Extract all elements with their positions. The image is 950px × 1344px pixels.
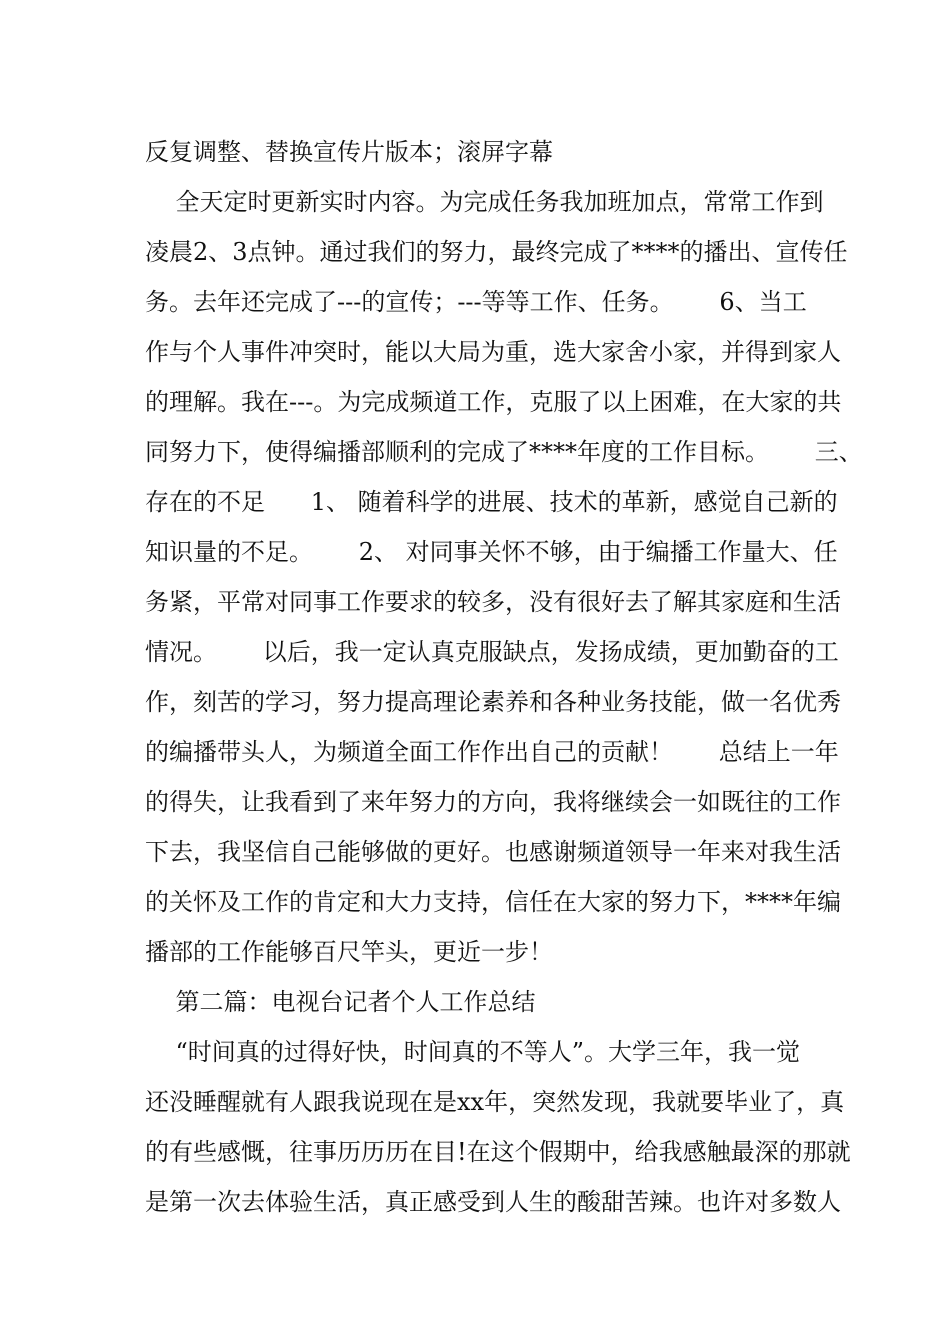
text-line: “时间真的过得好快，时间真的不等人”。大学三年，我一觉 — [145, 1038, 801, 1066]
text-line: 知识量的不足。 2、 对同事关怀不够，由于编播工作量大、任 — [145, 538, 838, 566]
text-line: 作与个人事件冲突时，能以大局为重，选大家舍小家，并得到家人 — [145, 338, 841, 366]
section-heading: 第二篇：电视台记者个人工作总结 — [145, 988, 536, 1016]
text-line: 下去，我坚信自己能够做的更好。也感谢频道领导一年来对我生活 — [145, 838, 841, 866]
text-line: 存在的不足 1、 随着科学的进展、技术的革新，感觉自己新的 — [145, 488, 838, 516]
text-line: 的关怀及工作的肯定和大力支持，信任在大家的努力下，****年编 — [145, 888, 841, 916]
text-line: 凌晨2、3点钟。通过我们的努力，最终完成了****的播出、宣传任 — [145, 238, 848, 266]
text-line: 的编播带头人，为频道全面工作作出自己的贡献！ 总结上一年 — [145, 738, 839, 766]
text-line: 还没睡醒就有人跟我说现在是xx年，突然发现，我就要毕业了，真 — [145, 1088, 845, 1116]
text-line: 全天定时更新实时内容。为完成任务我加班加点，常常工作到 — [145, 188, 824, 216]
text-line: 的得失，让我看到了来年努力的方向，我将继续会一如既往的工作 — [145, 788, 841, 816]
text-line: 务。去年还完成了---的宣传；---等等工作、任务。 6、当工 — [145, 288, 807, 316]
text-line: 情况。 以后，我一定认真克服缺点，发扬成绩，更加勤奋的工 — [145, 638, 839, 666]
text-line: 是第一次去体验生活，真正感受到人生的酸甜苦辣。也许对多数人 — [145, 1188, 841, 1216]
text-line: 的理解。我在---。为完成频道工作，克服了以上困难，在大家的共 — [145, 388, 842, 416]
text-line: 同努力下，使得编播部顺利的完成了****年度的工作目标。 三、 — [145, 438, 863, 466]
text-line: 作，刻苦的学习，努力提高理论素养和各种业务技能，做一名优秀 — [145, 688, 841, 716]
text-line: 播部的工作能够百尺竿头，更近一步！ — [145, 938, 553, 966]
text-line: 反复调整、替换宣传片版本；滚屏字幕 — [145, 138, 553, 166]
text-line: 务紧，平常对同事工作要求的较多，没有很好去了解其家庭和生活 — [145, 588, 841, 616]
text-line: 的有些感慨，往事历历历在目!在这个假期中，给我感触最深的那就 — [145, 1138, 851, 1166]
